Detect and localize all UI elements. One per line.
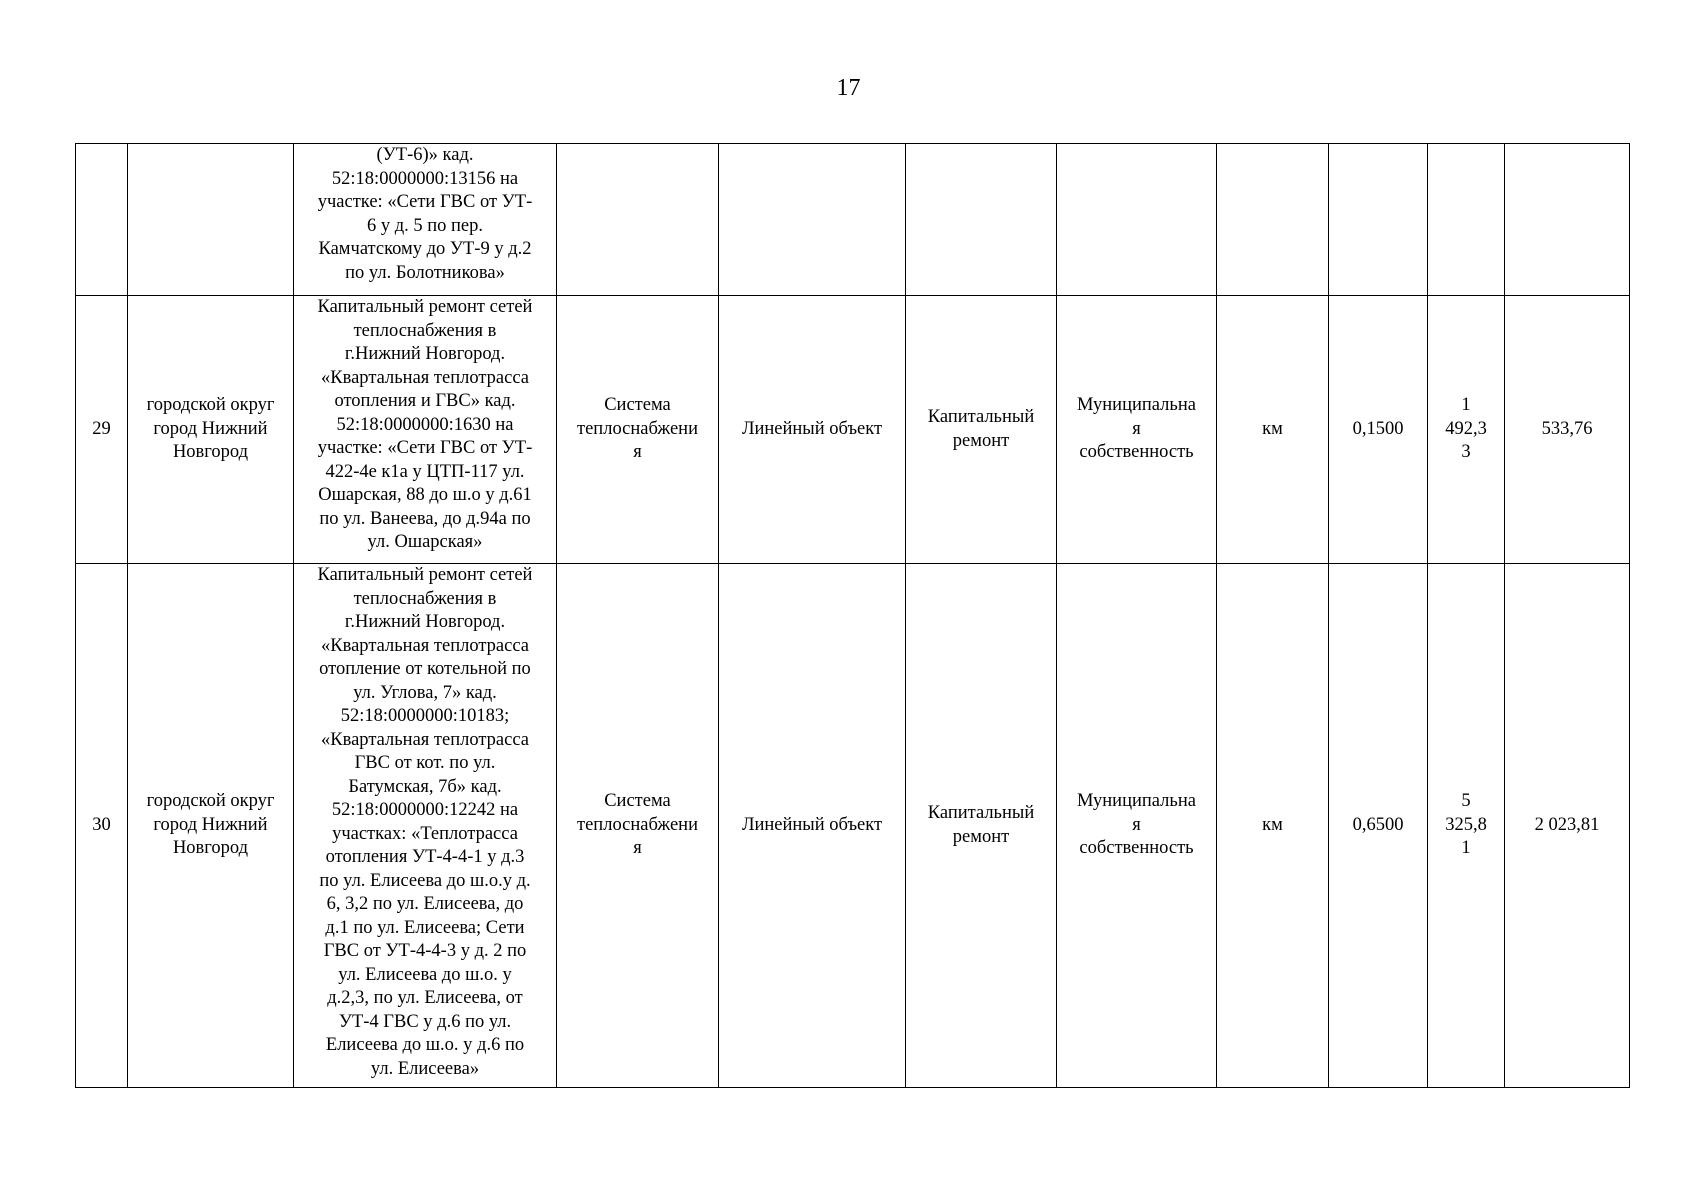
cell-cost-part: 533,76 [1505, 296, 1630, 564]
cell-work-type [906, 564, 1057, 1088]
text-line: ГВС от УТ-4-4-3 у д. 2 по [323, 941, 527, 961]
text-line: город Нижний [153, 418, 268, 439]
cell-length: 0,6500 [1329, 564, 1428, 1088]
text-line: отопление от котельной по [319, 659, 531, 679]
table-row [76, 296, 1630, 564]
text-line: 52:18:0000000:12242 на [331, 800, 519, 820]
text-line: Система [604, 791, 671, 812]
cell-length: 0,1500 [1329, 296, 1428, 564]
cell-unit: км [1217, 564, 1329, 1088]
text-line: Капитальный ремонт сетей [317, 297, 533, 317]
cell-description [294, 296, 557, 564]
text-line: ул. Углова, 7» кад. [353, 682, 497, 703]
text-line: ул. Елисеева» [370, 1058, 480, 1079]
text-line: по ул. Ванеева, до д.94а по [319, 508, 531, 529]
text-line: г.Нижний Новгород. [344, 344, 506, 364]
cell-number: 29 [76, 296, 128, 564]
cell-cost-total [1428, 296, 1505, 564]
cell-number: 30 [76, 564, 128, 1088]
text-line: Камчатскому до УТ-9 у д.2 [318, 239, 532, 259]
cell-ownership [1057, 564, 1217, 1088]
cell-object-type: Линейный объект [719, 564, 906, 1088]
text-line: Система [604, 395, 671, 416]
text-line: теплоснабжени [577, 814, 698, 835]
text-line: я [1132, 814, 1141, 835]
cell-description [294, 564, 557, 1088]
cell-object-type: Линейный объект [719, 296, 906, 564]
text-line: 325,8 [1445, 814, 1487, 835]
cell-length [1329, 144, 1428, 296]
text-line: теплоснабжени [577, 418, 698, 439]
cell-system [557, 296, 719, 564]
text-line: Капитальный [927, 407, 1035, 427]
text-line: 52:18:0000000:13156 на [331, 168, 519, 189]
text-line: 1 [1461, 395, 1471, 416]
text-line: «Квартальная теплотрасса [321, 729, 529, 750]
text-line: участке: «Сети ГВС от УТ- [317, 438, 533, 458]
text-line: теплоснабжения в [353, 320, 497, 341]
cell-unit: км [1217, 296, 1329, 564]
cell-ownership [1057, 144, 1217, 296]
table-row [76, 144, 1630, 296]
cell-description [294, 144, 557, 296]
text-line: теплоснабжения в [353, 588, 497, 609]
text-line: участке: «Сети ГВС от УТ- [317, 192, 533, 212]
text-line: 422-4е к1а у ЦТП-117 ул. [325, 461, 525, 482]
cell-municipality [128, 144, 294, 296]
text-line: собственность [1079, 838, 1194, 859]
text-line: ул. Ошарская» [367, 532, 483, 552]
text-line: д.2,3, по ул. Елисеева, от [327, 988, 523, 1008]
cell-number [76, 144, 128, 296]
text-line: Капитальный ремонт сетей [317, 565, 533, 585]
text-line: Муниципальна [1077, 791, 1196, 812]
text-line: участках: «Теплотрасса [332, 823, 518, 844]
text-line: 5 [1461, 791, 1471, 812]
text-line: город Нижний [153, 814, 268, 835]
text-line: д.1 по ул. Елисеева; Сети [325, 917, 525, 938]
text-line: Новгород [172, 442, 249, 463]
text-line: (УТ-6)» кад. [376, 145, 474, 165]
text-line: г.Нижний Новгород. [344, 612, 506, 632]
text-line: Елисеева до ш.о. у д.6 по [325, 1035, 525, 1055]
text-line: по ул. Елисеева до ш.о.у д. [319, 870, 531, 891]
text-line: «Квартальная теплотрасса [321, 367, 529, 388]
cell-cost-total [1428, 144, 1505, 296]
text-line: я [1132, 418, 1141, 439]
text-line: ул. Елисеева до ш.о. у [338, 964, 512, 985]
projects-table [75, 143, 1630, 1088]
table-row [76, 564, 1630, 1088]
text-line: я [633, 442, 642, 463]
text-line: отопления УТ-4-4-1 у д.3 [325, 847, 525, 867]
text-line: Батумская, 7б» кад. [348, 776, 502, 797]
text-line: ремонт [952, 430, 1010, 451]
text-line: собственность [1079, 442, 1194, 463]
cell-ownership [1057, 296, 1217, 564]
text-line: УТ-4 ГВС у д.6 по ул. [338, 1011, 512, 1032]
text-line: 6, 3,2 по ул. Елисеева, до [326, 894, 524, 914]
cell-object-type [719, 144, 906, 296]
text-line: «Квартальная теплотрасса [321, 635, 529, 656]
text-line: 1 [1461, 838, 1471, 859]
text-line: городской округ [146, 791, 275, 812]
text-line: 52:18:0000000:10183; [340, 706, 510, 726]
cell-municipality [128, 296, 294, 564]
cell-system [557, 564, 719, 1088]
text-line: Новгород [172, 838, 249, 859]
cell-cost-total [1428, 564, 1505, 1088]
text-line: отопления и ГВС» кад. [334, 391, 516, 411]
page-number: 17 [836, 75, 861, 101]
text-line: ГВС от кот. по ул. [354, 753, 496, 773]
text-line: ремонт [952, 826, 1010, 847]
text-line: по ул. Болотникова» [345, 262, 505, 283]
cell-work-type [906, 296, 1057, 564]
text-line: Капитальный [927, 803, 1035, 823]
cell-system [557, 144, 719, 296]
text-line: 52:18:0000000:1630 на [336, 414, 514, 435]
text-line: Муниципальна [1077, 395, 1196, 416]
cell-unit [1217, 144, 1329, 296]
cell-municipality [128, 564, 294, 1088]
text-line: 6 у д. 5 по пер. [366, 215, 484, 236]
text-line: я [633, 838, 642, 859]
text-line: городской округ [146, 395, 275, 416]
cell-cost-part: 2 023,81 [1505, 564, 1630, 1088]
text-line: 3 [1461, 442, 1471, 463]
cell-cost-part [1505, 144, 1630, 296]
text-line: 492,3 [1445, 418, 1487, 439]
text-line: Ошарская, 88 до ш.о у д.61 [318, 485, 532, 505]
cell-work-type [906, 144, 1057, 296]
